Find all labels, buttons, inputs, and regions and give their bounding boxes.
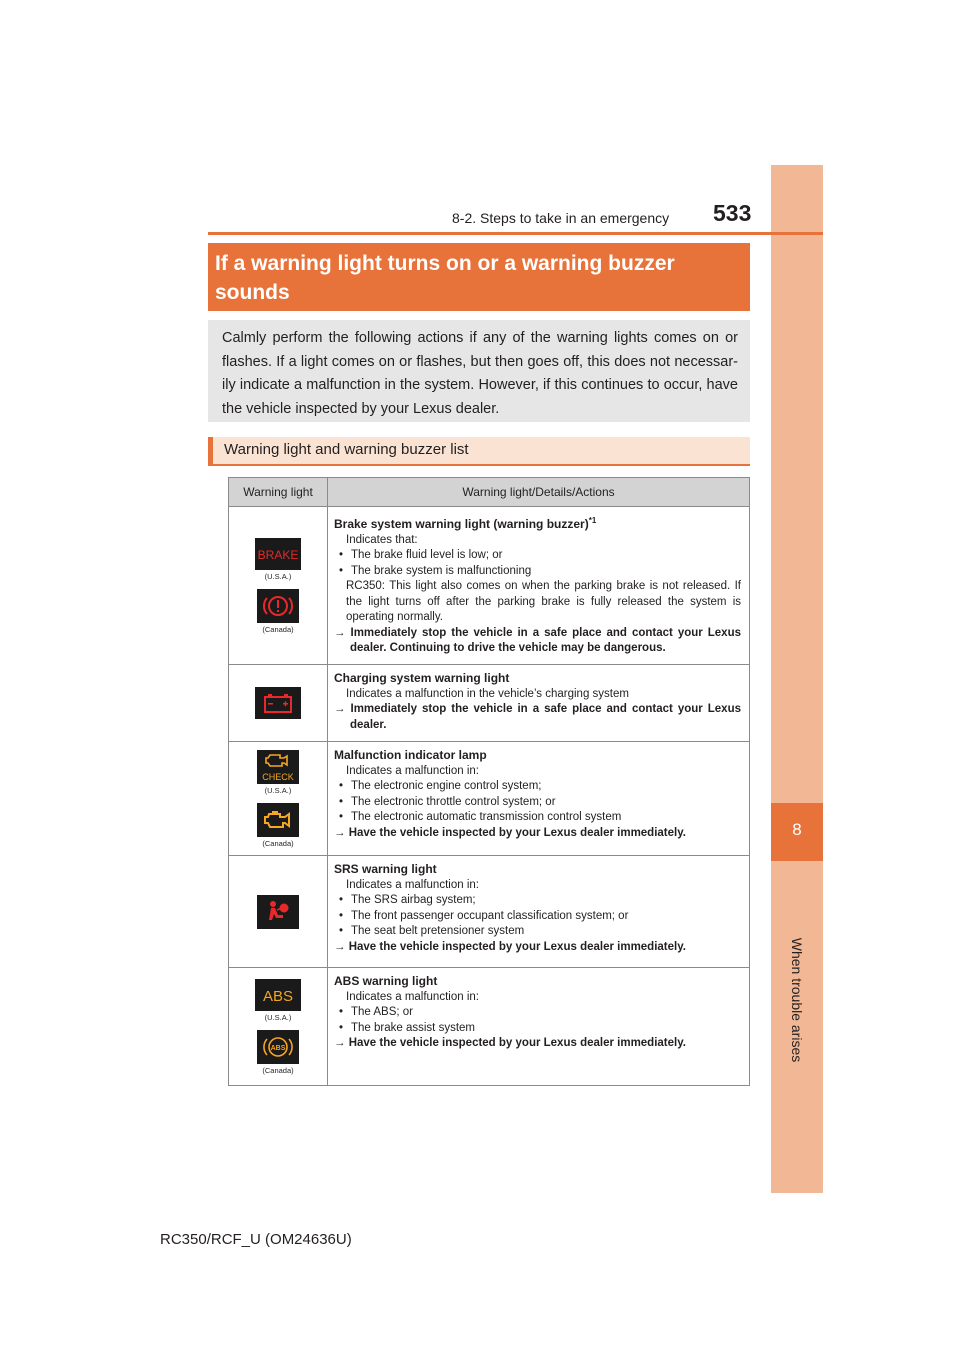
bullet-item: • The brake assist system	[334, 1021, 741, 1037]
icon-cell	[229, 742, 328, 855]
side-tab-upper	[771, 165, 823, 803]
footnote-marker: *1	[588, 516, 597, 525]
icon-cell	[229, 665, 328, 741]
icon-caption: (Canada)	[262, 838, 294, 848]
row-title: Malfunction indicator lamp	[334, 748, 487, 762]
icon-caption: (U.S.A.)	[264, 1012, 292, 1022]
row-action-text: Have the vehicle inspected by your Lexus dealer immediately.	[348, 826, 686, 839]
bullet-item: • The brake fluid level is low; or	[334, 548, 741, 564]
engine-icon	[257, 803, 299, 837]
row-title	[334, 513, 741, 533]
arrow-icon: →	[334, 940, 346, 953]
brake-icon-text: BRAKE	[257, 547, 299, 562]
row-action	[334, 626, 741, 657]
bullet-item: • The electronic throttle control system; or	[334, 795, 741, 811]
icon-caption: (Canada)	[262, 624, 294, 634]
page-number: 533	[713, 200, 752, 226]
arrow-icon: →	[334, 626, 346, 639]
chapter-number: 8	[792, 820, 802, 839]
details-cell	[328, 968, 749, 1085]
arrow-icon: →	[334, 703, 346, 715]
table-row	[229, 665, 749, 742]
row-action-text: Have the vehicle inspected by your Lexus dealer immediately.	[348, 1037, 686, 1049]
header-col-details: Warning light/Details/Actions	[462, 485, 615, 499]
table-row	[229, 507, 749, 665]
abs-circle-text: ABS	[270, 1044, 286, 1052]
table-header	[229, 478, 749, 507]
chapter-title: When trouble arises	[789, 937, 805, 1063]
table-row	[229, 856, 749, 968]
icon-cell	[229, 507, 328, 664]
row-title: SRS warning light	[334, 862, 437, 876]
details-cell	[328, 665, 749, 741]
bullet-item: • The electronic automatic transmission control system	[334, 810, 741, 826]
table-row	[229, 968, 749, 1085]
airbag-icon	[257, 895, 299, 929]
check-icon-text: CHECK	[262, 771, 294, 782]
intro-paragraph: Calmly perform the following actions if any of the warning lights comes on or flashes. If a light comes on or flashes, but then goes off, this does not necessar-ily indicate a malfunction in the system. However, if this continues to occur, have the vehicle inspected by your Lexus dealer.	[208, 320, 750, 422]
abs-icon-text: ABS	[262, 987, 294, 1005]
row-lead: Indicates a malfunction in:	[346, 878, 479, 891]
row-title-text: Brake system warning light (warning buzzer)	[334, 517, 589, 531]
bullet-item: • The seat belt pretensioner system	[334, 924, 741, 940]
header-rule	[208, 232, 823, 235]
bullet-item: • The ABS; or	[334, 1005, 741, 1021]
row-action-text: Have the vehicle inspected by your Lexus dealer immediately.	[348, 940, 686, 953]
icon-cell	[229, 856, 328, 967]
main-heading: If a warning light turns on or a warning buzzer sounds	[208, 243, 750, 311]
icon-caption: (U.S.A.)	[264, 571, 292, 581]
sub-heading	[208, 437, 750, 466]
row-lead: Indicates that:	[346, 533, 418, 546]
table-row	[229, 742, 749, 856]
details-cell	[328, 507, 749, 664]
row-action-text: Immediately stop the vehicle in a safe place and contact your Lexus dealer.	[350, 703, 741, 731]
bullet-item: • The brake system is malfunctioning	[334, 564, 741, 580]
bullet-item: • The electronic engine control system;	[334, 779, 741, 795]
bullet-item: • The SRS airbag system;	[334, 893, 741, 909]
row-action	[334, 702, 741, 733]
check-engine-icon	[257, 750, 299, 784]
brake-circle-icon	[257, 589, 299, 623]
row-action-text: Immediately stop the vehicle in a safe place and contact your Lexus dealer. Continuing to drive the vehicle may be dangerous.	[350, 626, 741, 654]
bullet-item: • The front passenger occupant classification system; or	[334, 909, 741, 925]
row-action	[334, 1036, 741, 1052]
arrow-icon: →	[334, 1037, 346, 1049]
row-action	[334, 826, 741, 842]
row-note: RC350: This light also comes on when the parking brake is not released. If the light turns off after the parking brake is fully released the system is operating normally.	[346, 580, 741, 623]
row-title: ABS warning light	[334, 974, 438, 988]
row-action	[334, 940, 741, 956]
sub-heading-bar	[208, 437, 213, 464]
footer-model: RC350/RCF_U (OM24636U)	[160, 1231, 352, 1248]
details-cell	[328, 856, 749, 967]
row-lead: Indicates a malfunction in:	[346, 764, 479, 777]
icon-cell	[229, 968, 328, 1085]
battery-icon	[255, 687, 301, 719]
section-title: 8-2. Steps to take in an emergency	[452, 210, 670, 226]
row-title: Charging system warning light	[334, 671, 510, 685]
details-cell	[328, 742, 749, 855]
sub-heading-text: Warning light and warning buzzer list	[224, 441, 469, 458]
row-lead: Indicates a malfunction in:	[346, 990, 479, 1003]
header-col-light: Warning light	[229, 478, 328, 506]
row-lead: Indicates a malfunction in the vehicle’s charging system	[346, 687, 629, 700]
abs-icon	[255, 979, 301, 1011]
icon-caption: (U.S.A.)	[264, 785, 292, 795]
icon-caption: (Canada)	[262, 1065, 294, 1075]
warning-light-table	[228, 477, 750, 1086]
brake-icon	[255, 538, 301, 570]
abs-circle-icon	[257, 1030, 299, 1064]
arrow-icon: →	[334, 826, 346, 839]
